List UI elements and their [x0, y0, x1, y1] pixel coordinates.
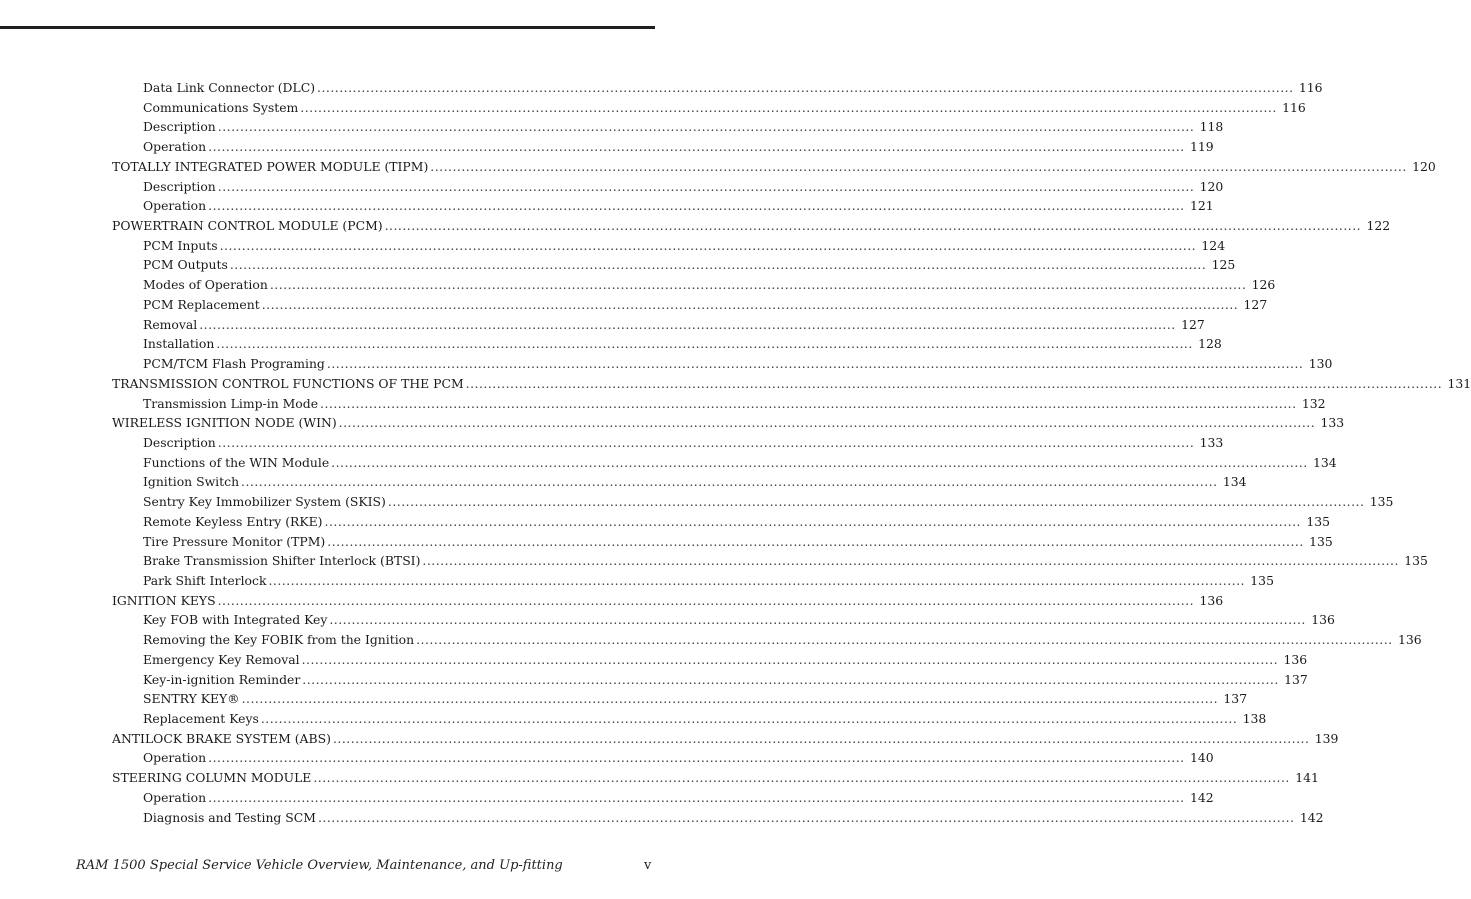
toc-subsection-entry[interactable]: [0, 472, 1247, 492]
toc-entry-page: 116: [1282, 99, 1306, 115]
toc-subsection-entry[interactable]: [0, 551, 1428, 571]
toc-entry-title: PCM Inputs: [143, 237, 218, 253]
toc-entry-title: PCM Outputs: [143, 257, 228, 273]
toc-section-entry[interactable]: [0, 413, 1345, 433]
toc-dot-leader: ............................................................................................................................................................................................................................: [241, 474, 1218, 490]
toc-entry-title: Transmission Limp-in Mode: [143, 395, 319, 411]
toc-entry-title: Replacement Keys: [143, 711, 259, 726]
toc-entry-page: 133: [1320, 415, 1345, 431]
toc-dot-leader: ............................................................................................................................................................................................................................: [465, 375, 1443, 391]
toc-dot-leader: ............................................................................................................................................................................................................................: [269, 277, 1247, 293]
toc-subsection-entry[interactable]: [0, 236, 1226, 256]
toc-entry-page: 134: [1222, 474, 1247, 490]
toc-entry-page: 136: [1311, 612, 1335, 628]
toc-entry-title: Diagnosis and Testing SCM: [143, 809, 316, 825]
toc-entry-title: TRANSMISSION CONTROL FUNCTIONS OF THE PCM: [112, 375, 464, 391]
toc-subsection-entry[interactable]: [0, 689, 1248, 709]
toc-dot-leader: ............................................................................................................................................................................................................................: [217, 592, 1195, 608]
toc-entry-page: 120: [1412, 158, 1436, 174]
toc-dot-leader: ............................................................................................................................................................................................................................: [241, 691, 1219, 707]
toc-entry-title: Modes of Operation: [143, 277, 268, 293]
toc-dot-leader: ............................................................................................................................................................................................................................: [208, 198, 1185, 214]
toc-subsection-entry[interactable]: [0, 354, 1333, 374]
toc-entry-title: Remote Keyless Entry (RKE): [143, 513, 323, 529]
toc-entry-page: 134: [1313, 454, 1337, 470]
toc-subsection-entry[interactable]: [0, 334, 1222, 354]
toc-entry-title: Description: [143, 178, 216, 194]
toc-subsection-entry[interactable]: [0, 709, 1267, 729]
toc-dot-leader: ............................................................................................................................................................................................................................: [320, 395, 1297, 411]
toc-entry-page: 139: [1314, 730, 1339, 746]
toc-subsection-entry[interactable]: [0, 117, 1224, 137]
toc-entry-title: ANTILOCK BRAKE SYSTEM (ABS): [112, 730, 331, 746]
toc-subsection-entry[interactable]: [0, 670, 1308, 690]
toc-dot-leader: ............................................................................................................................................................................................................................: [422, 553, 1399, 569]
toc-subsection-entry[interactable]: [0, 98, 1306, 118]
toc-entry-title: Park Shift Interlock: [143, 572, 267, 588]
toc-entry-page: 136: [1199, 592, 1224, 608]
toc-subsection-entry[interactable]: [0, 295, 1268, 315]
toc-subsection-entry[interactable]: [0, 315, 1205, 335]
toc-dot-leader: ............................................................................................................................................................................................................................: [217, 119, 1195, 135]
toc-entry-page: 135: [1250, 572, 1274, 588]
toc-dot-leader: ............................................................................................................................................................................................................................: [199, 316, 1176, 332]
toc-entry-page: 121: [1189, 198, 1214, 214]
toc-entry-title: Installation: [143, 336, 215, 352]
toc-subsection-entry[interactable]: [0, 650, 1308, 670]
toc-dot-leader: ............................................................................................................................................................................................................................: [327, 533, 1304, 549]
toc-entry-title: Ignition Switch: [143, 474, 240, 490]
toc-entry-page: 116: [1298, 80, 1323, 95]
toc-dot-leader: ............................................................................................................................................................................................................................: [416, 632, 1393, 648]
toc-entry-page: 135: [1369, 494, 1394, 510]
toc-section-entry[interactable]: [0, 374, 1471, 394]
toc-dot-leader: ............................................................................................................................................................................................................................: [313, 770, 1290, 786]
toc-section-entry[interactable]: [0, 591, 1224, 611]
toc-entry-page: 118: [1199, 119, 1224, 135]
toc-subsection-entry[interactable]: [0, 748, 1214, 768]
toc-entry-title: Removal: [143, 316, 198, 332]
toc-dot-leader: ............................................................................................................................................................................................................................: [387, 494, 1365, 510]
toc-entry-page: 136: [1397, 632, 1422, 648]
toc-dot-leader: ............................................................................................................................................................................................................................: [384, 218, 1362, 234]
toc-dot-leader: ............................................................................................................................................................................................................................: [317, 809, 1295, 825]
toc-dot-leader: ............................................................................................................................................................................................................................: [329, 612, 1306, 628]
toc-entry-page: 142: [1189, 789, 1214, 805]
toc-subsection-entry[interactable]: [0, 255, 1236, 275]
toc-entry-page: 120: [1199, 178, 1224, 194]
toc-entry-title: Operation: [143, 198, 207, 214]
toc-subsection-entry[interactable]: [0, 808, 1324, 828]
toc-entry-page: 130: [1308, 356, 1333, 372]
toc-dot-leader: ............................................................................................................................................................................................................................: [332, 730, 1310, 746]
toc-entry-page: 125: [1211, 257, 1236, 273]
toc-entry-title: PCM Replacement: [143, 296, 260, 312]
toc-dot-leader: ............................................................................................................................................................................................................................: [324, 513, 1301, 529]
toc-subsection-entry[interactable]: [0, 137, 1214, 157]
toc-entry-page: 137: [1223, 691, 1248, 707]
toc-entry-title: IGNITION KEYS: [112, 592, 216, 608]
toc-subsection-entry[interactable]: [0, 196, 1214, 216]
footer-page-number: v: [644, 858, 652, 873]
toc-entry-page: 119: [1189, 139, 1214, 155]
toc-dot-leader: ............................................................................................................................................................................................................................: [208, 789, 1185, 805]
toc-subsection-entry[interactable]: [0, 571, 1274, 591]
toc-dot-leader: ............................................................................................................................................................................................................................: [268, 572, 1245, 588]
toc-section-entry[interactable]: [0, 768, 1319, 788]
toc-entry-page: 141: [1295, 770, 1319, 786]
toc-subsection-entry[interactable]: [0, 788, 1214, 808]
toc-entry-title: Sentry Key Immobilizer System (SKIS): [143, 494, 386, 510]
toc-subsection-entry[interactable]: [0, 532, 1333, 552]
toc-dot-leader: ............................................................................................................................................................................................................................: [208, 139, 1185, 155]
toc-entry-page: 142: [1299, 809, 1324, 825]
toc-section-entry[interactable]: [0, 216, 1391, 236]
toc-subsection-entry[interactable]: [0, 492, 1394, 512]
toc-entry-title: POWERTRAIN CONTROL MODULE (PCM): [112, 218, 383, 234]
toc-entry-title: PCM/TCM Flash Programing: [143, 356, 325, 372]
toc-dot-leader: ............................................................................................................................................................................................................................: [217, 434, 1195, 450]
toc-dot-leader: ............................................................................................................................................................................................................................: [229, 257, 1207, 273]
toc-entry-title: TOTALLY INTEGRATED POWER MODULE (TIPM): [112, 158, 429, 174]
toc-subsection-entry[interactable]: [0, 512, 1330, 532]
toc-dot-leader: ............................................................................................................................................................................................................................: [302, 671, 1279, 687]
table-of-contents: [0, 78, 1471, 827]
toc-dot-leader: ............................................................................................................................................................................................................................: [260, 711, 1238, 726]
toc-dot-leader: ............................................................................................................................................................................................................................: [261, 296, 1239, 312]
toc-entry-page: 135: [1404, 553, 1428, 569]
toc-entry-page: 135: [1306, 513, 1330, 529]
toc-entry-title: Key FOB with Integrated Key: [143, 612, 328, 628]
toc-subsection-entry[interactable]: [0, 275, 1276, 295]
toc-entry-title: WIRELESS IGNITION NODE (WIN): [112, 415, 337, 431]
toc-entry-page: 138: [1242, 711, 1267, 726]
header-rule: [0, 26, 655, 29]
toc-subsection-entry[interactable]: [0, 610, 1335, 630]
toc-dot-leader: ............................................................................................................................................................................................................................: [216, 336, 1193, 352]
toc-entry-title: Description: [143, 119, 216, 135]
toc-dot-leader: ............................................................................................................................................................................................................................: [219, 237, 1197, 253]
toc-entry-page: 133: [1199, 434, 1224, 450]
toc-entry-title: Operation: [143, 139, 207, 155]
toc-entry-title: Data Link Connector (DLC): [143, 80, 316, 95]
toc-entry-page: 122: [1366, 218, 1391, 234]
toc-entry-title: SENTRY KEY®: [143, 691, 240, 707]
toc-entry-title: STEERING COLUMN MODULE: [112, 770, 312, 786]
toc-subsection-entry[interactable]: [0, 177, 1224, 197]
toc-dot-leader: ............................................................................................................................................................................................................................: [317, 80, 1294, 95]
toc-entry-page: 136: [1283, 651, 1308, 667]
toc-dot-leader: ............................................................................................................................................................................................................................: [301, 651, 1279, 667]
toc-entry-title: Tire Pressure Monitor (TPM): [143, 533, 326, 549]
toc-entry-title: Functions of the WIN Module: [143, 454, 330, 470]
toc-entry-page: 127: [1181, 316, 1205, 332]
toc-entry-page: 132: [1301, 395, 1326, 411]
footer-document-title: RAM 1500 Special Service Vehicle Overview, Maintenance, and Up-fitting: [76, 858, 563, 873]
toc-dot-leader: ............................................................................................................................................................................................................................: [208, 750, 1185, 766]
toc-entry-page: 128: [1198, 336, 1222, 352]
toc-dot-leader: ............................................................................................................................................................................................................................: [326, 356, 1304, 372]
toc-entry-title: Description: [143, 434, 216, 450]
toc-entry-title: Removing the Key FOBIK from the Ignition: [143, 632, 415, 648]
toc-subsection-entry[interactable]: [0, 433, 1224, 453]
toc-dot-leader: ............................................................................................................................................................................................................................: [338, 415, 1316, 431]
toc-dot-leader: ............................................................................................................................................................................................................................: [430, 158, 1407, 174]
toc-dot-leader: ............................................................................................................................................................................................................................: [331, 454, 1308, 470]
toc-subsection-entry[interactable]: [0, 453, 1337, 473]
toc-subsection-entry[interactable]: [0, 78, 1323, 98]
toc-entry-page: 137: [1284, 671, 1308, 687]
toc-entry-page: 124: [1201, 237, 1226, 253]
toc-entry-page: 126: [1251, 277, 1276, 293]
toc-entry-title: Key-in-ignition Reminder: [143, 671, 301, 687]
toc-entry-title: Brake Transmission Shifter Interlock (BTSI): [143, 553, 421, 569]
toc-section-entry[interactable]: [0, 729, 1339, 749]
toc-section-entry[interactable]: [0, 157, 1436, 177]
toc-entry-title: Emergency Key Removal: [143, 651, 300, 667]
toc-subsection-entry[interactable]: [0, 630, 1422, 650]
toc-entry-title: Operation: [143, 789, 207, 805]
toc-entry-page: 140: [1189, 750, 1214, 766]
toc-entry-title: Operation: [143, 750, 207, 766]
toc-dot-leader: ............................................................................................................................................................................................................................: [300, 99, 1277, 115]
toc-subsection-entry[interactable]: [0, 394, 1326, 414]
toc-dot-leader: ............................................................................................................................................................................................................................: [217, 178, 1195, 194]
toc-entry-page: 127: [1243, 296, 1268, 312]
toc-entry-page: 131: [1447, 375, 1471, 391]
toc-entry-page: 135: [1309, 533, 1333, 549]
toc-entry-title: Communications System: [143, 99, 299, 115]
